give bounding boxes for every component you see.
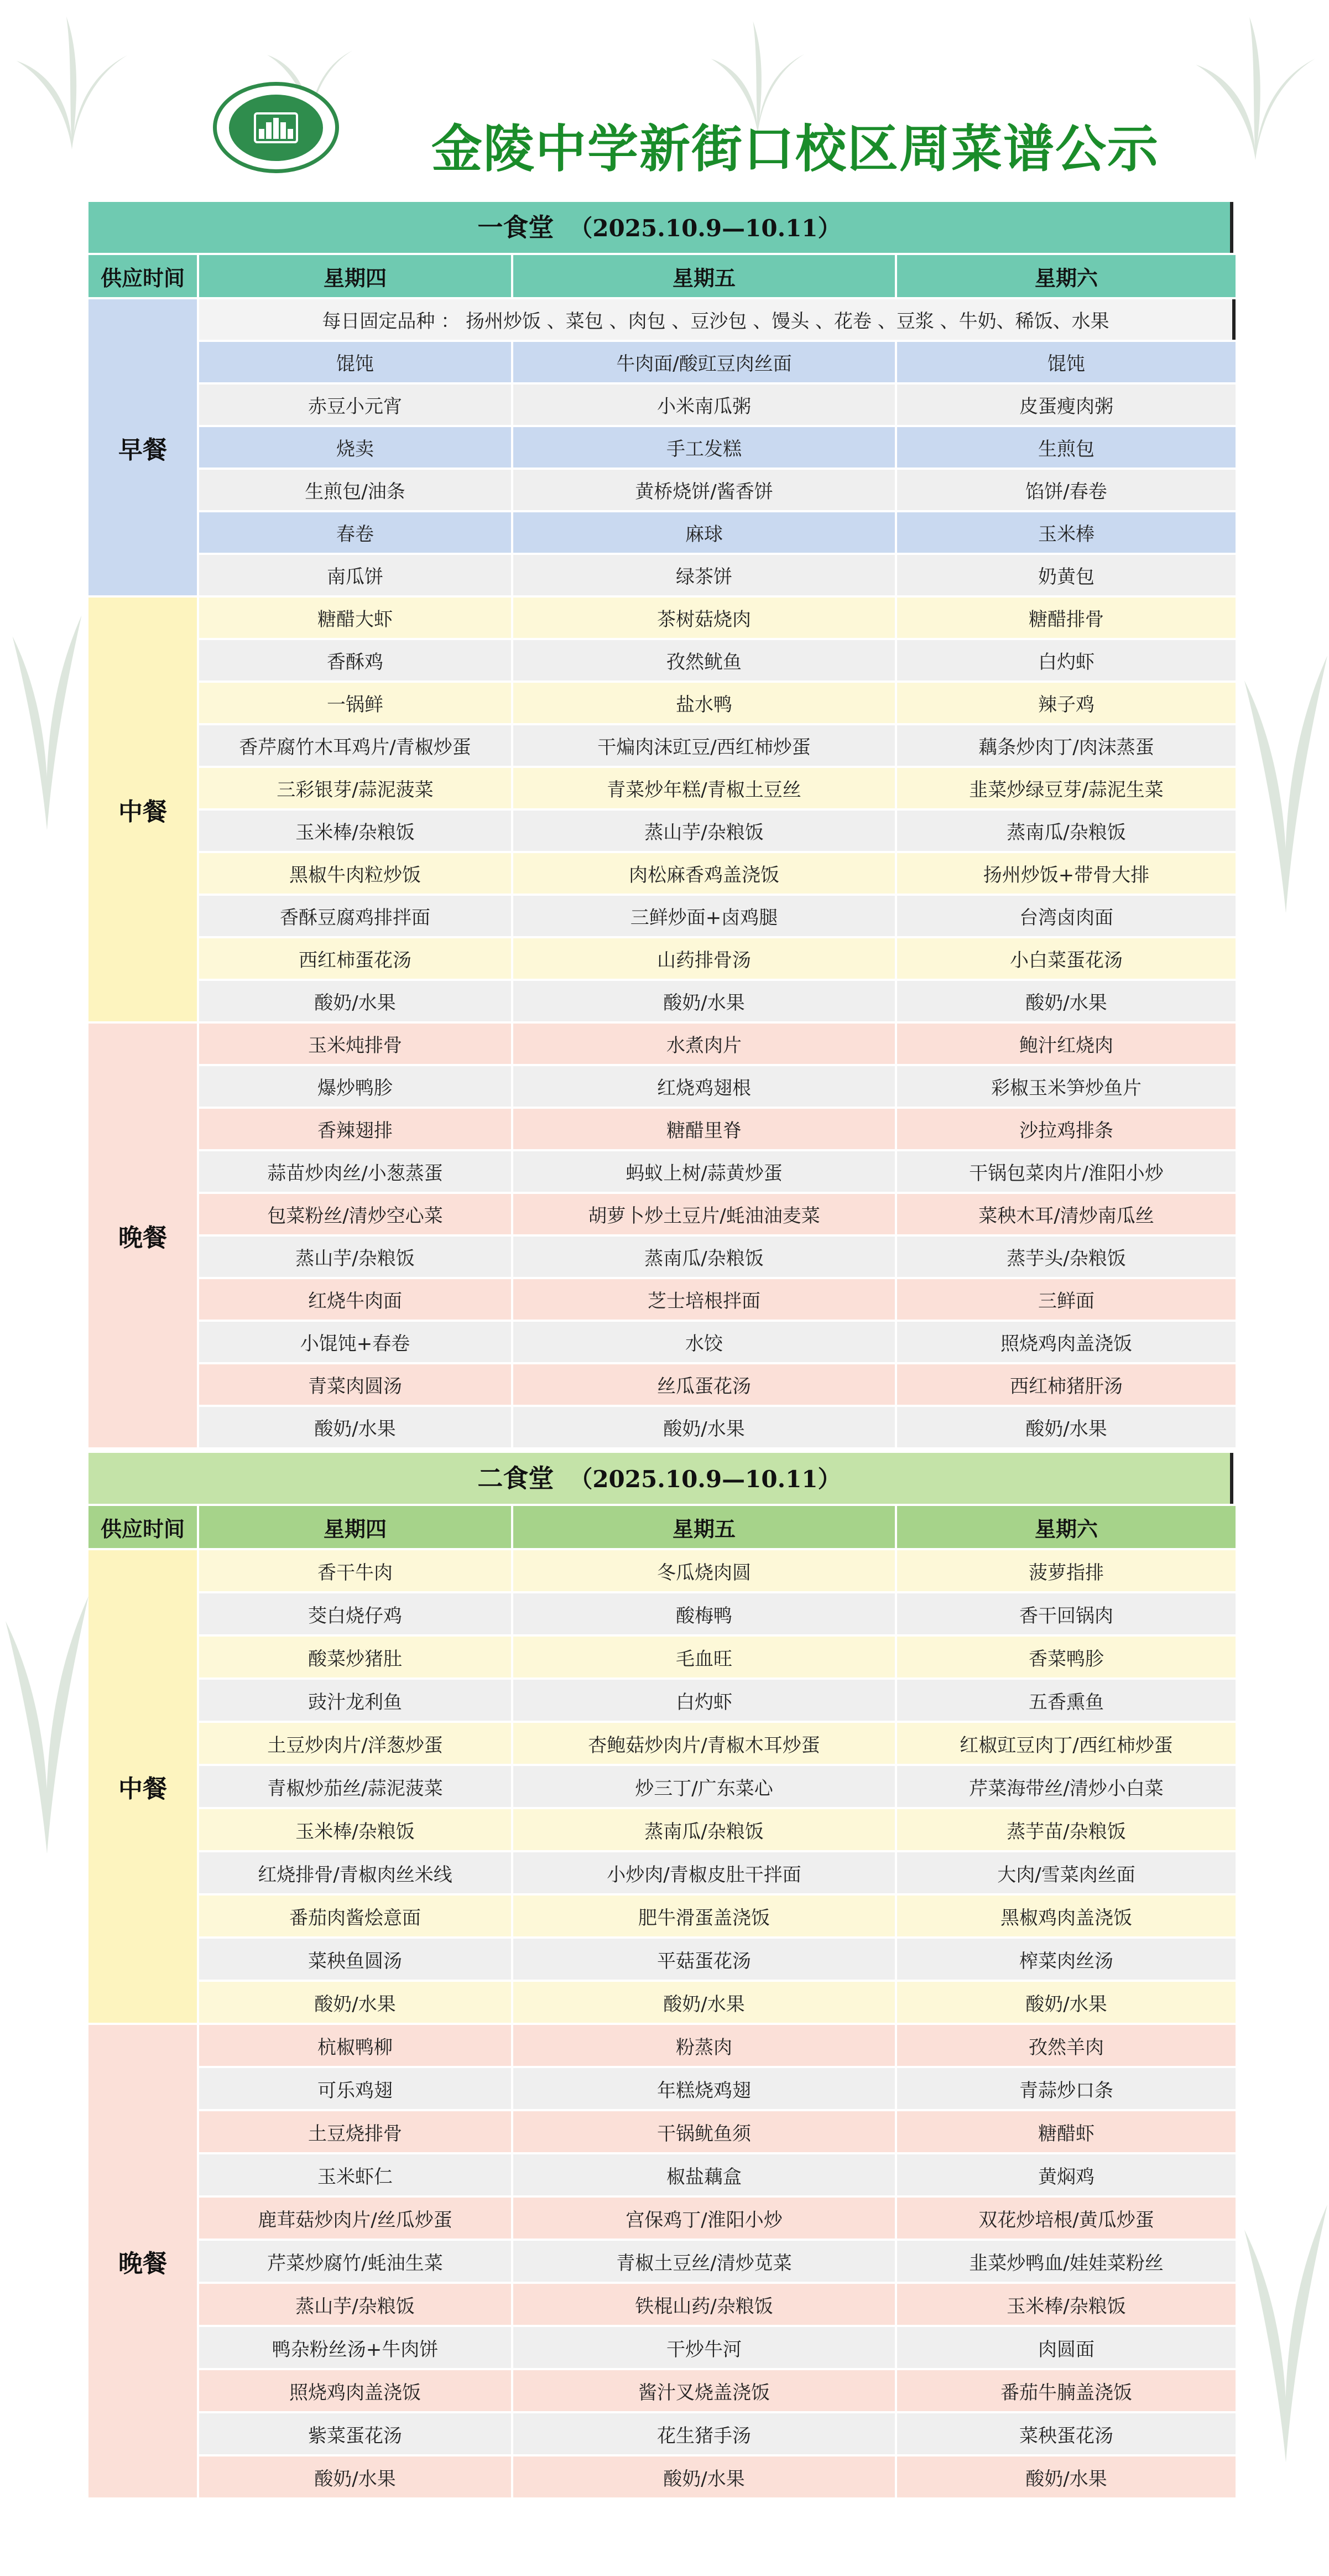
- table-row: [88, 811, 1236, 851]
- dish-cell: 酸奶/水果: [897, 1982, 1236, 2023]
- dish-cell: 皮蛋瘦肉粥: [897, 385, 1236, 425]
- leaf-decoration-icon: [6, 1494, 88, 1881]
- table-row: [88, 427, 1236, 468]
- dish-cell: 酸奶/水果: [897, 981, 1236, 1021]
- leaf-decoration-icon: [1244, 553, 1327, 941]
- table-row: [88, 2284, 1236, 2325]
- dish-cell: 彩椒玉米笋炒鱼片: [897, 1066, 1236, 1107]
- dish-cell: 包菜粉丝/清炒空心菜: [199, 1194, 511, 1234]
- dish-cell: 红烧鸡翅根: [513, 1066, 895, 1107]
- dish-cell: 辣子鸡: [897, 683, 1236, 723]
- meal-label: 中餐: [88, 1550, 197, 2023]
- dish-cell: 蒸南瓜/杂粮饭: [897, 811, 1236, 851]
- dish-cell: 杏鲍菇炒肉片/青椒木耳炒蛋: [513, 1723, 895, 1764]
- table-header-row: [88, 1506, 1236, 1548]
- dish-cell: 沙拉鸡排条: [897, 1109, 1236, 1149]
- table-row: [88, 1852, 1236, 1893]
- dish-cell: 茭白烧仔鸡: [199, 1593, 511, 1634]
- table-row: [88, 1066, 1236, 1107]
- dish-cell: 土豆烧排骨: [199, 2111, 511, 2152]
- dish-cell: 干煸肉沫豇豆/西红柿炒蛋: [513, 725, 895, 766]
- dish-cell: 酸奶/水果: [199, 1407, 511, 1447]
- canteen-1-name: 一食堂: [477, 212, 554, 242]
- dish-cell: 年糕烧鸡翅: [513, 2068, 895, 2109]
- meal-label: 晚餐: [88, 1024, 197, 1447]
- leaf-decoration-icon: [6, 553, 88, 830]
- dish-cell: 糖醋里脊: [513, 1109, 895, 1149]
- dish-cell: 三彩银芽/蒜泥菠菜: [199, 768, 511, 808]
- dish-cell: 玉米棒/杂粮饭: [199, 1809, 511, 1850]
- table-row: [88, 1550, 1236, 1591]
- dish-cell: 肥牛滑蛋盖浇饭: [513, 1895, 895, 1936]
- table-header-row: [88, 255, 1236, 297]
- canteen-2-name: 二食堂: [477, 1463, 554, 1493]
- dish-cell: 番茄肉酱烩意面: [199, 1895, 511, 1936]
- dish-cell: 丝瓜蛋花汤: [513, 1364, 895, 1405]
- dish-cell: 韭菜炒鸭血/娃娃菜粉丝: [897, 2241, 1236, 2282]
- dish-cell: 干锅鱿鱼须: [513, 2111, 895, 2152]
- table-row: [88, 725, 1236, 766]
- table-row: [88, 1279, 1236, 1320]
- table-row: [88, 1593, 1236, 1634]
- dish-cell: 菜秧木耳/清炒南瓜丝: [897, 1194, 1236, 1234]
- dish-cell: 香酥豆腐鸡排拌面: [199, 896, 511, 936]
- dish-cell: 糖醋排骨: [897, 598, 1236, 638]
- table-row: [88, 2025, 1236, 2066]
- dish-cell: 鲍汁红烧肉: [897, 1024, 1236, 1064]
- dish-cell: 生煎包: [897, 427, 1236, 468]
- canteen-2-title: [88, 1453, 1233, 1504]
- leaf-decoration-icon: [1244, 2102, 1327, 2490]
- dish-cell: 糖醋大虾: [199, 598, 511, 638]
- dish-cell: 蒸山芋/杂粮饭: [199, 2284, 511, 2325]
- school-emblem-icon: [213, 82, 339, 173]
- dish-cell: 菠萝指排: [897, 1550, 1236, 1591]
- table-row: [88, 683, 1236, 723]
- dish-cell: 馄饨: [199, 342, 511, 382]
- dish-cell: 山药排骨汤: [513, 938, 895, 979]
- dish-cell: 酸菜炒猪肚: [199, 1637, 511, 1677]
- table-row: [88, 2456, 1236, 2497]
- table-row: [88, 1151, 1236, 1192]
- dish-cell: 玉米棒/杂粮饭: [199, 811, 511, 851]
- canteen-2-dates: （2025.10.9—10.11）: [569, 1466, 841, 1493]
- dish-cell: 扬州炒饭+带骨大排: [897, 853, 1236, 894]
- table-row: [88, 1766, 1236, 1807]
- table-row: [88, 1637, 1236, 1677]
- dish-cell: 芝士培根拌面: [513, 1279, 895, 1320]
- table-row: [88, 1364, 1236, 1405]
- dish-cell: 玉米棒: [897, 512, 1236, 553]
- dish-cell: 茶树菇烧肉: [513, 598, 895, 638]
- dish-cell: 孜然羊肉: [897, 2025, 1236, 2066]
- page-title: 金陵中学新街口校区周菜谱公示: [431, 120, 1160, 179]
- table-row: [88, 1895, 1236, 1936]
- dish-cell: 手工发糕: [513, 427, 895, 468]
- canteen-1-table: [86, 253, 1238, 1450]
- table-row: [88, 342, 1236, 382]
- dish-cell: 小米南瓜粥: [513, 385, 895, 425]
- dish-cell: 白灼虾: [897, 640, 1236, 681]
- dish-cell: 孜然鱿鱼: [513, 640, 895, 681]
- dish-cell: 玉米棒/杂粮饭: [897, 2284, 1236, 2325]
- dish-cell: 黑椒牛肉粒炒饭: [199, 853, 511, 894]
- dish-cell: 蒸山芋/杂粮饭: [199, 1237, 511, 1277]
- dish-cell: 酱汁叉烧盖浇饭: [513, 2370, 895, 2411]
- dish-cell: 牛肉面/酸豇豆肉丝面: [513, 342, 895, 382]
- table-row: [88, 1982, 1236, 2023]
- table-row: [88, 1194, 1236, 1234]
- dish-cell: 三鲜炒面+卤鸡腿: [513, 896, 895, 936]
- dish-cell: 爆炒鸭胗: [199, 1066, 511, 1107]
- column-header: 星期六: [897, 1506, 1236, 1548]
- dish-cell: 香干牛肉: [199, 1550, 511, 1591]
- canteen-1-section: [88, 202, 1233, 1450]
- dish-cell: 粉蒸肉: [513, 2025, 895, 2066]
- dish-cell: 麻球: [513, 512, 895, 553]
- table-row: [88, 2198, 1236, 2239]
- table-row: [88, 2241, 1236, 2282]
- dish-cell: 香菜鸭胗: [897, 1637, 1236, 1677]
- dish-cell: 黄焖鸡: [897, 2154, 1236, 2195]
- dish-cell: 奶黄包: [897, 555, 1236, 595]
- dish-cell: 胡萝卜炒土豆片/蚝油油麦菜: [513, 1194, 895, 1234]
- table-row: [88, 981, 1236, 1021]
- dish-cell: 可乐鸡翅: [199, 2068, 511, 2109]
- dish-cell: 平菇蛋花汤: [513, 1939, 895, 1980]
- dish-cell: 黄桥烧饼/酱香饼: [513, 470, 895, 510]
- dish-cell: 豉汁龙利鱼: [199, 1680, 511, 1721]
- dish-cell: 玉米炖排骨: [199, 1024, 511, 1064]
- table-row: [88, 853, 1236, 894]
- dish-cell: 鸭杂粉丝汤+牛肉饼: [199, 2327, 511, 2368]
- dish-cell: 宫保鸡丁/淮阳小炒: [513, 2198, 895, 2239]
- dish-cell: 青菜炒年糕/青椒土豆丝: [513, 768, 895, 808]
- dish-cell: 水饺: [513, 1322, 895, 1362]
- dish-cell: 青椒炒茄丝/蒜泥菠菜: [199, 1766, 511, 1807]
- table-row: [88, 2068, 1236, 2109]
- dish-cell: 酸奶/水果: [513, 1982, 895, 2023]
- table-row: [88, 768, 1236, 808]
- meal-label: 早餐: [88, 299, 197, 595]
- dish-cell: 酸奶/水果: [199, 2456, 511, 2497]
- dish-cell: 土豆炒肉片/洋葱炒蛋: [199, 1723, 511, 1764]
- dish-cell: 盐水鸭: [513, 683, 895, 723]
- fixed-items-row: [88, 299, 1236, 340]
- dish-cell: 台湾卤肉面: [897, 896, 1236, 936]
- dish-cell: 馅饼/春卷: [897, 470, 1236, 510]
- dish-cell: 香干回锅肉: [897, 1593, 1236, 1634]
- table-row: [88, 1237, 1236, 1277]
- dish-cell: 酸奶/水果: [897, 2456, 1236, 2497]
- table-row: [88, 938, 1236, 979]
- dish-cell: 菜秧鱼圆汤: [199, 1939, 511, 1980]
- column-header: 星期四: [199, 1506, 511, 1548]
- table-row: [88, 1680, 1236, 1721]
- dish-cell: 酸奶/水果: [513, 1407, 895, 1447]
- dish-cell: 香酥鸡: [199, 640, 511, 681]
- dish-cell: 烧卖: [199, 427, 511, 468]
- dish-cell: 花生猪手汤: [513, 2413, 895, 2454]
- dish-cell: 蒜苗炒肉丝/小葱蒸蛋: [199, 1151, 511, 1192]
- dish-cell: 青菜肉圆汤: [199, 1364, 511, 1405]
- dish-cell: 藕条炒肉丁/肉沫蒸蛋: [897, 725, 1236, 766]
- dish-cell: 紫菜蛋花汤: [199, 2413, 511, 2454]
- column-header: 供应时间: [88, 255, 197, 297]
- column-header: 星期六: [897, 255, 1236, 297]
- menu-sheet: [88, 0, 1233, 2500]
- table-row: [88, 1407, 1236, 1447]
- dish-cell: 赤豆小元宵: [199, 385, 511, 425]
- table-row: [88, 1109, 1236, 1149]
- meal-label: 中餐: [88, 598, 197, 1021]
- dish-cell: 韭菜炒绿豆芽/蒜泥生菜: [897, 768, 1236, 808]
- dish-cell: 蚂蚁上树/蒜黄炒蛋: [513, 1151, 895, 1192]
- dish-cell: 青椒土豆丝/清炒苋菜: [513, 2241, 895, 2282]
- dish-cell: 小白菜蛋花汤: [897, 938, 1236, 979]
- dish-cell: 糖醋虾: [897, 2111, 1236, 2152]
- table-row: [88, 2154, 1236, 2195]
- dish-cell: 南瓜饼: [199, 555, 511, 595]
- column-header: 星期四: [199, 255, 511, 297]
- dish-cell: 玉米虾仁: [199, 2154, 511, 2195]
- dish-cell: 榨菜肉丝汤: [897, 1939, 1236, 1980]
- table-row: [88, 640, 1236, 681]
- dish-cell: 蒸芋苗/杂粮饭: [897, 1809, 1236, 1850]
- dish-cell: 三鲜面: [897, 1279, 1236, 1320]
- table-row: [88, 512, 1236, 553]
- dish-cell: 酸奶/水果: [199, 1982, 511, 2023]
- dish-cell: 一锅鲜: [199, 683, 511, 723]
- meal-label: 晚餐: [88, 2025, 197, 2497]
- dish-cell: 蒸南瓜/杂粮饭: [513, 1237, 895, 1277]
- dish-cell: 菜秧蛋花汤: [897, 2413, 1236, 2454]
- canteen-2-table: [86, 1504, 1238, 2500]
- table-row: [88, 2327, 1236, 2368]
- table-row: [88, 555, 1236, 595]
- dish-cell: 青蒜炒口条: [897, 2068, 1236, 2109]
- table-row: [88, 1322, 1236, 1362]
- table-row: [88, 2413, 1236, 2454]
- dish-cell: 生煎包/油条: [199, 470, 511, 510]
- canteen-1-dates: （2025.10.9—10.11）: [569, 215, 841, 242]
- dish-cell: 椒盐藕盒: [513, 2154, 895, 2195]
- canteen-2-section: [88, 1453, 1233, 2500]
- dish-cell: 鹿茸菇炒肉片/丝瓜炒蛋: [199, 2198, 511, 2239]
- table-row: [88, 2111, 1236, 2152]
- column-header: 星期五: [513, 255, 895, 297]
- dish-cell: 小炒肉/青椒皮肚干拌面: [513, 1852, 895, 1893]
- dish-cell: 干锅包菜肉片/淮阳小炒: [897, 1151, 1236, 1192]
- dish-cell: 香辣翅排: [199, 1109, 511, 1149]
- table-row: [88, 1809, 1236, 1850]
- dish-cell: 照烧鸡肉盖浇饭: [897, 1322, 1236, 1362]
- table-row: [88, 2370, 1236, 2411]
- dish-cell: 五香熏鱼: [897, 1680, 1236, 1721]
- dish-cell: 芹菜炒腐竹/蚝油生菜: [199, 2241, 511, 2282]
- dish-cell: 酸奶/水果: [513, 981, 895, 1021]
- dish-cell: 肉松麻香鸡盖浇饭: [513, 853, 895, 894]
- dish-cell: 红椒豇豆肉丁/西红柿炒蛋: [897, 1723, 1236, 1764]
- dish-cell: 蒸南瓜/杂粮饭: [513, 1809, 895, 1850]
- dish-cell: 白灼虾: [513, 1680, 895, 1721]
- dish-cell: 馄饨: [897, 342, 1236, 382]
- dish-cell: 番茄牛腩盖浇饭: [897, 2370, 1236, 2411]
- dish-cell: 酸奶/水果: [897, 1407, 1236, 1447]
- dish-cell: 双花炒培根/黄瓜炒蛋: [897, 2198, 1236, 2239]
- dish-cell: 绿茶饼: [513, 555, 895, 595]
- column-header: 供应时间: [88, 1506, 197, 1548]
- dish-cell: 小馄饨+春卷: [199, 1322, 511, 1362]
- dish-cell: 毛血旺: [513, 1637, 895, 1677]
- dish-cell: 春卷: [199, 512, 511, 553]
- dish-cell: 黑椒鸡肉盖浇饭: [897, 1895, 1236, 1936]
- dish-cell: 肉圆面: [897, 2327, 1236, 2368]
- dish-cell: 酸奶/水果: [199, 981, 511, 1021]
- dish-cell: 炒三丁/广东菜心: [513, 1766, 895, 1807]
- dish-cell: 大肉/雪菜肉丝面: [897, 1852, 1236, 1893]
- dish-cell: 干炒牛河: [513, 2327, 895, 2368]
- table-row: [88, 470, 1236, 510]
- dish-cell: 蒸山芋/杂粮饭: [513, 811, 895, 851]
- dish-cell: 红烧牛肉面: [199, 1279, 511, 1320]
- dish-cell: 西红柿猪肝汤: [897, 1364, 1236, 1405]
- dish-cell: 照烧鸡肉盖浇饭: [199, 2370, 511, 2411]
- table-row: [88, 896, 1236, 936]
- canteen-1-title: [88, 202, 1233, 253]
- dish-cell: 水煮肉片: [513, 1024, 895, 1064]
- table-row: [88, 1024, 1236, 1064]
- table-row: [88, 385, 1236, 425]
- table-row: [88, 1939, 1236, 1980]
- table-row: [88, 1723, 1236, 1764]
- dish-cell: 酸奶/水果: [513, 2456, 895, 2497]
- page-header: [88, 0, 1233, 202]
- dish-cell: 蒸芋头/杂粮饭: [897, 1237, 1236, 1277]
- dish-cell: 香芹腐竹木耳鸡片/青椒炒蛋: [199, 725, 511, 766]
- dish-cell: 酸梅鸭: [513, 1593, 895, 1634]
- column-header: 星期五: [513, 1506, 895, 1548]
- dish-cell: 芹菜海带丝/清炒小白菜: [897, 1766, 1236, 1807]
- dish-cell: 西红柿蛋花汤: [199, 938, 511, 979]
- fixed-items-text: 每日固定品种 ： 扬州炒饭 、菜包 、肉包 、豆沙包 、馒头 、花卷 、豆浆 、牛奶、稀饭、水果: [199, 299, 1236, 340]
- dish-cell: 铁棍山药/杂粮饭: [513, 2284, 895, 2325]
- dish-cell: 红烧排骨/青椒肉丝米线: [199, 1852, 511, 1893]
- table-row: [88, 598, 1236, 638]
- dish-cell: 杭椒鸭柳: [199, 2025, 511, 2066]
- dish-cell: 冬瓜烧肉圆: [513, 1550, 895, 1591]
